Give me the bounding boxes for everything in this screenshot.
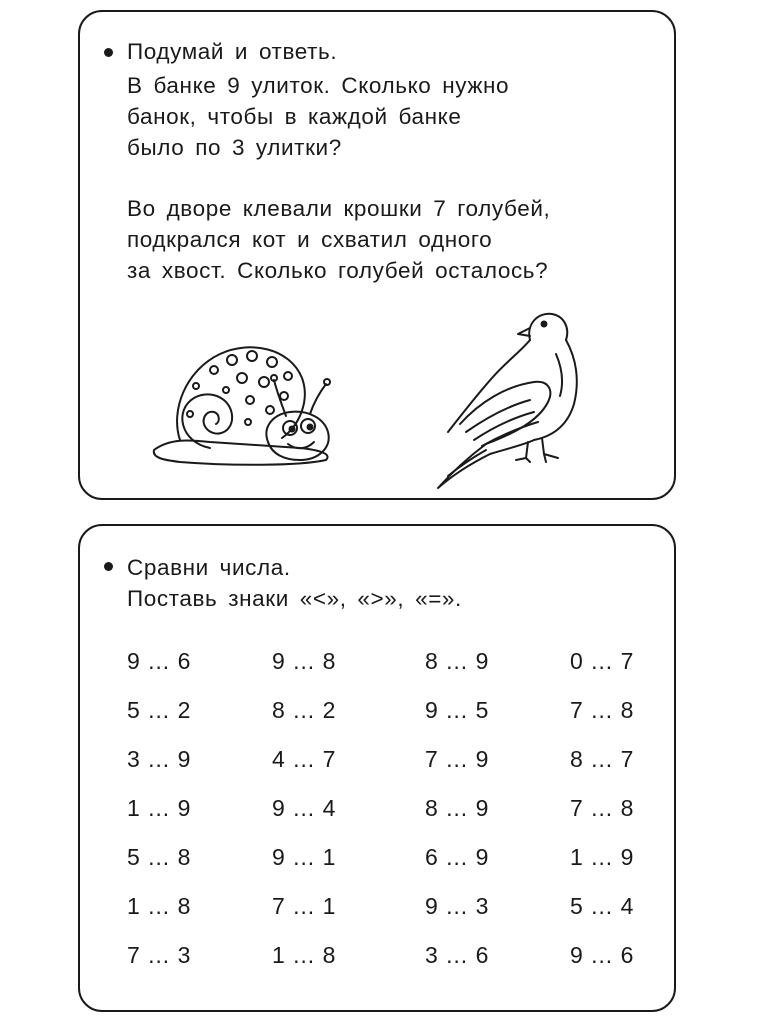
comparison-item[interactable]: 7 … 9 (425, 746, 489, 772)
problem1-line: было по 3 улитки? (127, 135, 342, 160)
comparison-item[interactable]: 1 … 8 (272, 942, 336, 968)
comparison-item[interactable]: 9 … 1 (272, 844, 336, 870)
comparison-item[interactable]: 1 … 8 (127, 893, 191, 919)
comparison-item[interactable]: 8 … 9 (425, 795, 489, 821)
task1-heading: Подумай и ответь. (127, 39, 338, 64)
comparison-item[interactable]: 1 … 9 (127, 795, 191, 821)
comparison-row (127, 893, 647, 942)
comparison-row (127, 697, 647, 746)
comparison-item[interactable]: 7 … 1 (272, 893, 336, 919)
comparison-row (127, 746, 647, 795)
comparison-grid (127, 648, 647, 991)
task2-text (127, 552, 462, 614)
problem1-line: банок, чтобы в каждой банке (127, 104, 462, 129)
word-problems-card (78, 10, 676, 500)
comparison-row (127, 648, 647, 697)
comparison-item[interactable]: 5 … 8 (127, 844, 191, 870)
task1-text (127, 36, 550, 286)
comparison-item[interactable]: 9 … 8 (272, 648, 336, 674)
problem1-line: В банке 9 улиток. Сколько нужно (127, 73, 510, 98)
comparison-item[interactable]: 3 … 6 (425, 942, 489, 968)
comparison-item[interactable]: 9 … 3 (425, 893, 489, 919)
comparison-item[interactable]: 4 … 7 (272, 746, 336, 772)
comparison-item[interactable]: 8 … 2 (272, 697, 336, 723)
comparison-item[interactable]: 0 … 7 (570, 648, 634, 674)
comparison-row (127, 844, 647, 893)
comparison-item[interactable]: 3 … 9 (127, 746, 191, 772)
comparison-item[interactable]: 8 … 9 (425, 648, 489, 674)
comparison-row (127, 942, 647, 991)
snail-icon (150, 330, 340, 470)
comparison-item[interactable]: 6 … 9 (425, 844, 489, 870)
comparison-item[interactable]: 9 … 5 (425, 697, 489, 723)
problem2-line: Во дворе клевали крошки 7 голубей, (127, 196, 551, 221)
comparison-item[interactable]: 9 … 4 (272, 795, 336, 821)
comparison-item[interactable]: 7 … 8 (570, 697, 634, 723)
comparison-item[interactable]: 9 … 6 (127, 648, 191, 674)
comparison-item[interactable]: 5 … 4 (570, 893, 634, 919)
comparison-item[interactable]: 8 … 7 (570, 746, 634, 772)
task2-heading: Сравни числа. (127, 555, 291, 580)
comparison-item[interactable]: 5 … 2 (127, 697, 191, 723)
problem2-line: подкрался кот и схватил одного (127, 227, 493, 252)
comparison-item[interactable]: 9 … 6 (570, 942, 634, 968)
compare-numbers-card (78, 524, 676, 1012)
bullet-icon (104, 48, 113, 57)
comparison-item[interactable]: 7 … 3 (127, 942, 191, 968)
task2-instruction: Поставь знаки «<», «>», «=». (127, 586, 462, 611)
problem2-line: за хвост. Сколько голубей осталось? (127, 258, 549, 283)
comparison-row (127, 795, 647, 844)
pigeon-icon (430, 306, 590, 496)
bullet-icon (104, 562, 113, 571)
comparison-item[interactable]: 7 … 8 (570, 795, 634, 821)
comparison-item[interactable]: 1 … 9 (570, 844, 634, 870)
